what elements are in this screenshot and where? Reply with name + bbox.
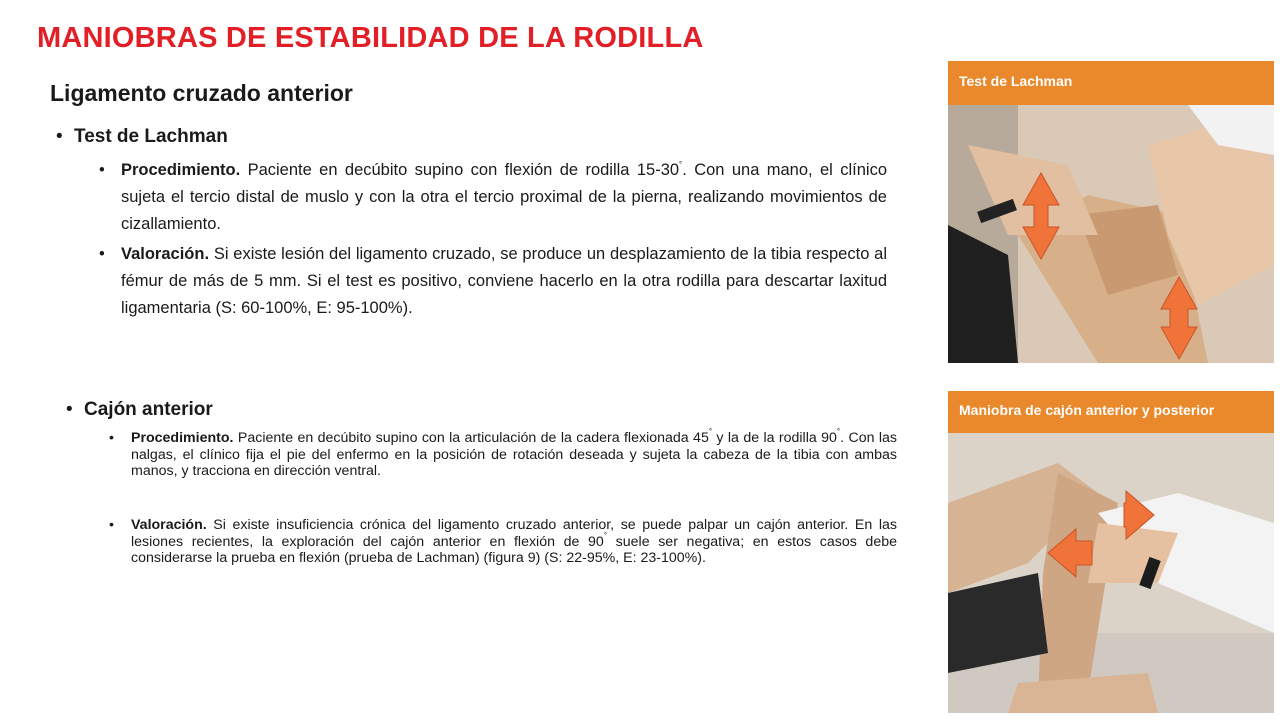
procedure-label: Procedimiento. [121,161,241,179]
drawer-procedure [109,427,897,480]
section-subtitle: Ligamento cruzado anterior [50,80,353,106]
bullet-dot: • [66,399,73,420]
assessment-text: Si existe insuficiencia crónica del ligamento cruzado anterior, se puede palpar un cajón anterior. En las lesiones recientes, la exploración del cajón anterior en flexión de 90 [131,517,897,550]
bullet-dot: • [56,126,63,147]
assessment-label: Valoración. [121,245,210,263]
degree-mark: ° [603,530,608,540]
procedure-text: Paciente en decúbito supino con flexión de rodilla 15-30 [240,161,680,179]
procedure-text: . Con las nalgas, el clínico fija el pie del enfermo en la posición de rotación deseada y sujeta la cabeza de la tibia con ambas manos, y tracciona en dirección ventral. [131,430,897,479]
assessment-label: Valoración. [131,517,207,533]
bullet-dot: • [109,430,114,446]
slide-title: MANIOBRAS DE ESTABILIDAD DE LA RODILLA [37,22,704,54]
lachman-photo [948,61,1274,363]
lachman-assessment [99,241,887,322]
photo-banner [948,391,1274,433]
lachman-procedure [99,157,887,238]
bullet-dot: • [109,517,114,533]
procedure-text: Paciente en decúbito supino con la articulación de la cadera flexionada 45 [233,430,709,446]
photo-banner [948,61,1274,105]
drawer-heading: Cajón anterior [84,399,213,420]
degree-mark: ° [708,427,713,436]
drawer-photo [948,391,1274,713]
degree-mark: ° [836,427,841,436]
drawer-heading-item [66,399,213,421]
photo-banner-label: Test de Lachman [959,73,1073,89]
drawer-assessment [109,517,897,567]
drawer-illustration [948,433,1274,713]
procedure-text: . Con una mano, el clínico sujeta el tercio distal de muslo y con la otra el tercio proximal de la pierna, realizando movimientos de cizallamiento. [121,161,887,233]
assessment-text: suele ser negativa; en estos casos debe considerarse la prueba en flexión (prueba de Lachman) (figura 9) (S: 22-95%, E: 23-100%). [131,533,897,566]
lachman-heading-item [56,126,228,148]
procedure-text: y la de la rodilla 90 [712,430,837,446]
degree-mark: ° [679,160,683,169]
procedure-label: Procedimiento. [131,430,234,446]
bullet-dot: • [99,245,105,263]
assessment-text: Si existe lesión del ligamento cruzado, se produce un desplazamiento de la tibia respecto al fémur de más de 5 mm. Si el test es positivo, conviene hacerlo en la otra rodilla para descartar laxitud ligamentaria (S: 60-100%, E: 95-100%). [121,245,887,317]
lachman-illustration [948,105,1274,363]
bullet-dot: • [99,161,105,179]
lachman-heading: Test de Lachman [74,126,228,147]
photo-banner-label: Maniobra de cajón anterior y posterior [959,402,1215,418]
